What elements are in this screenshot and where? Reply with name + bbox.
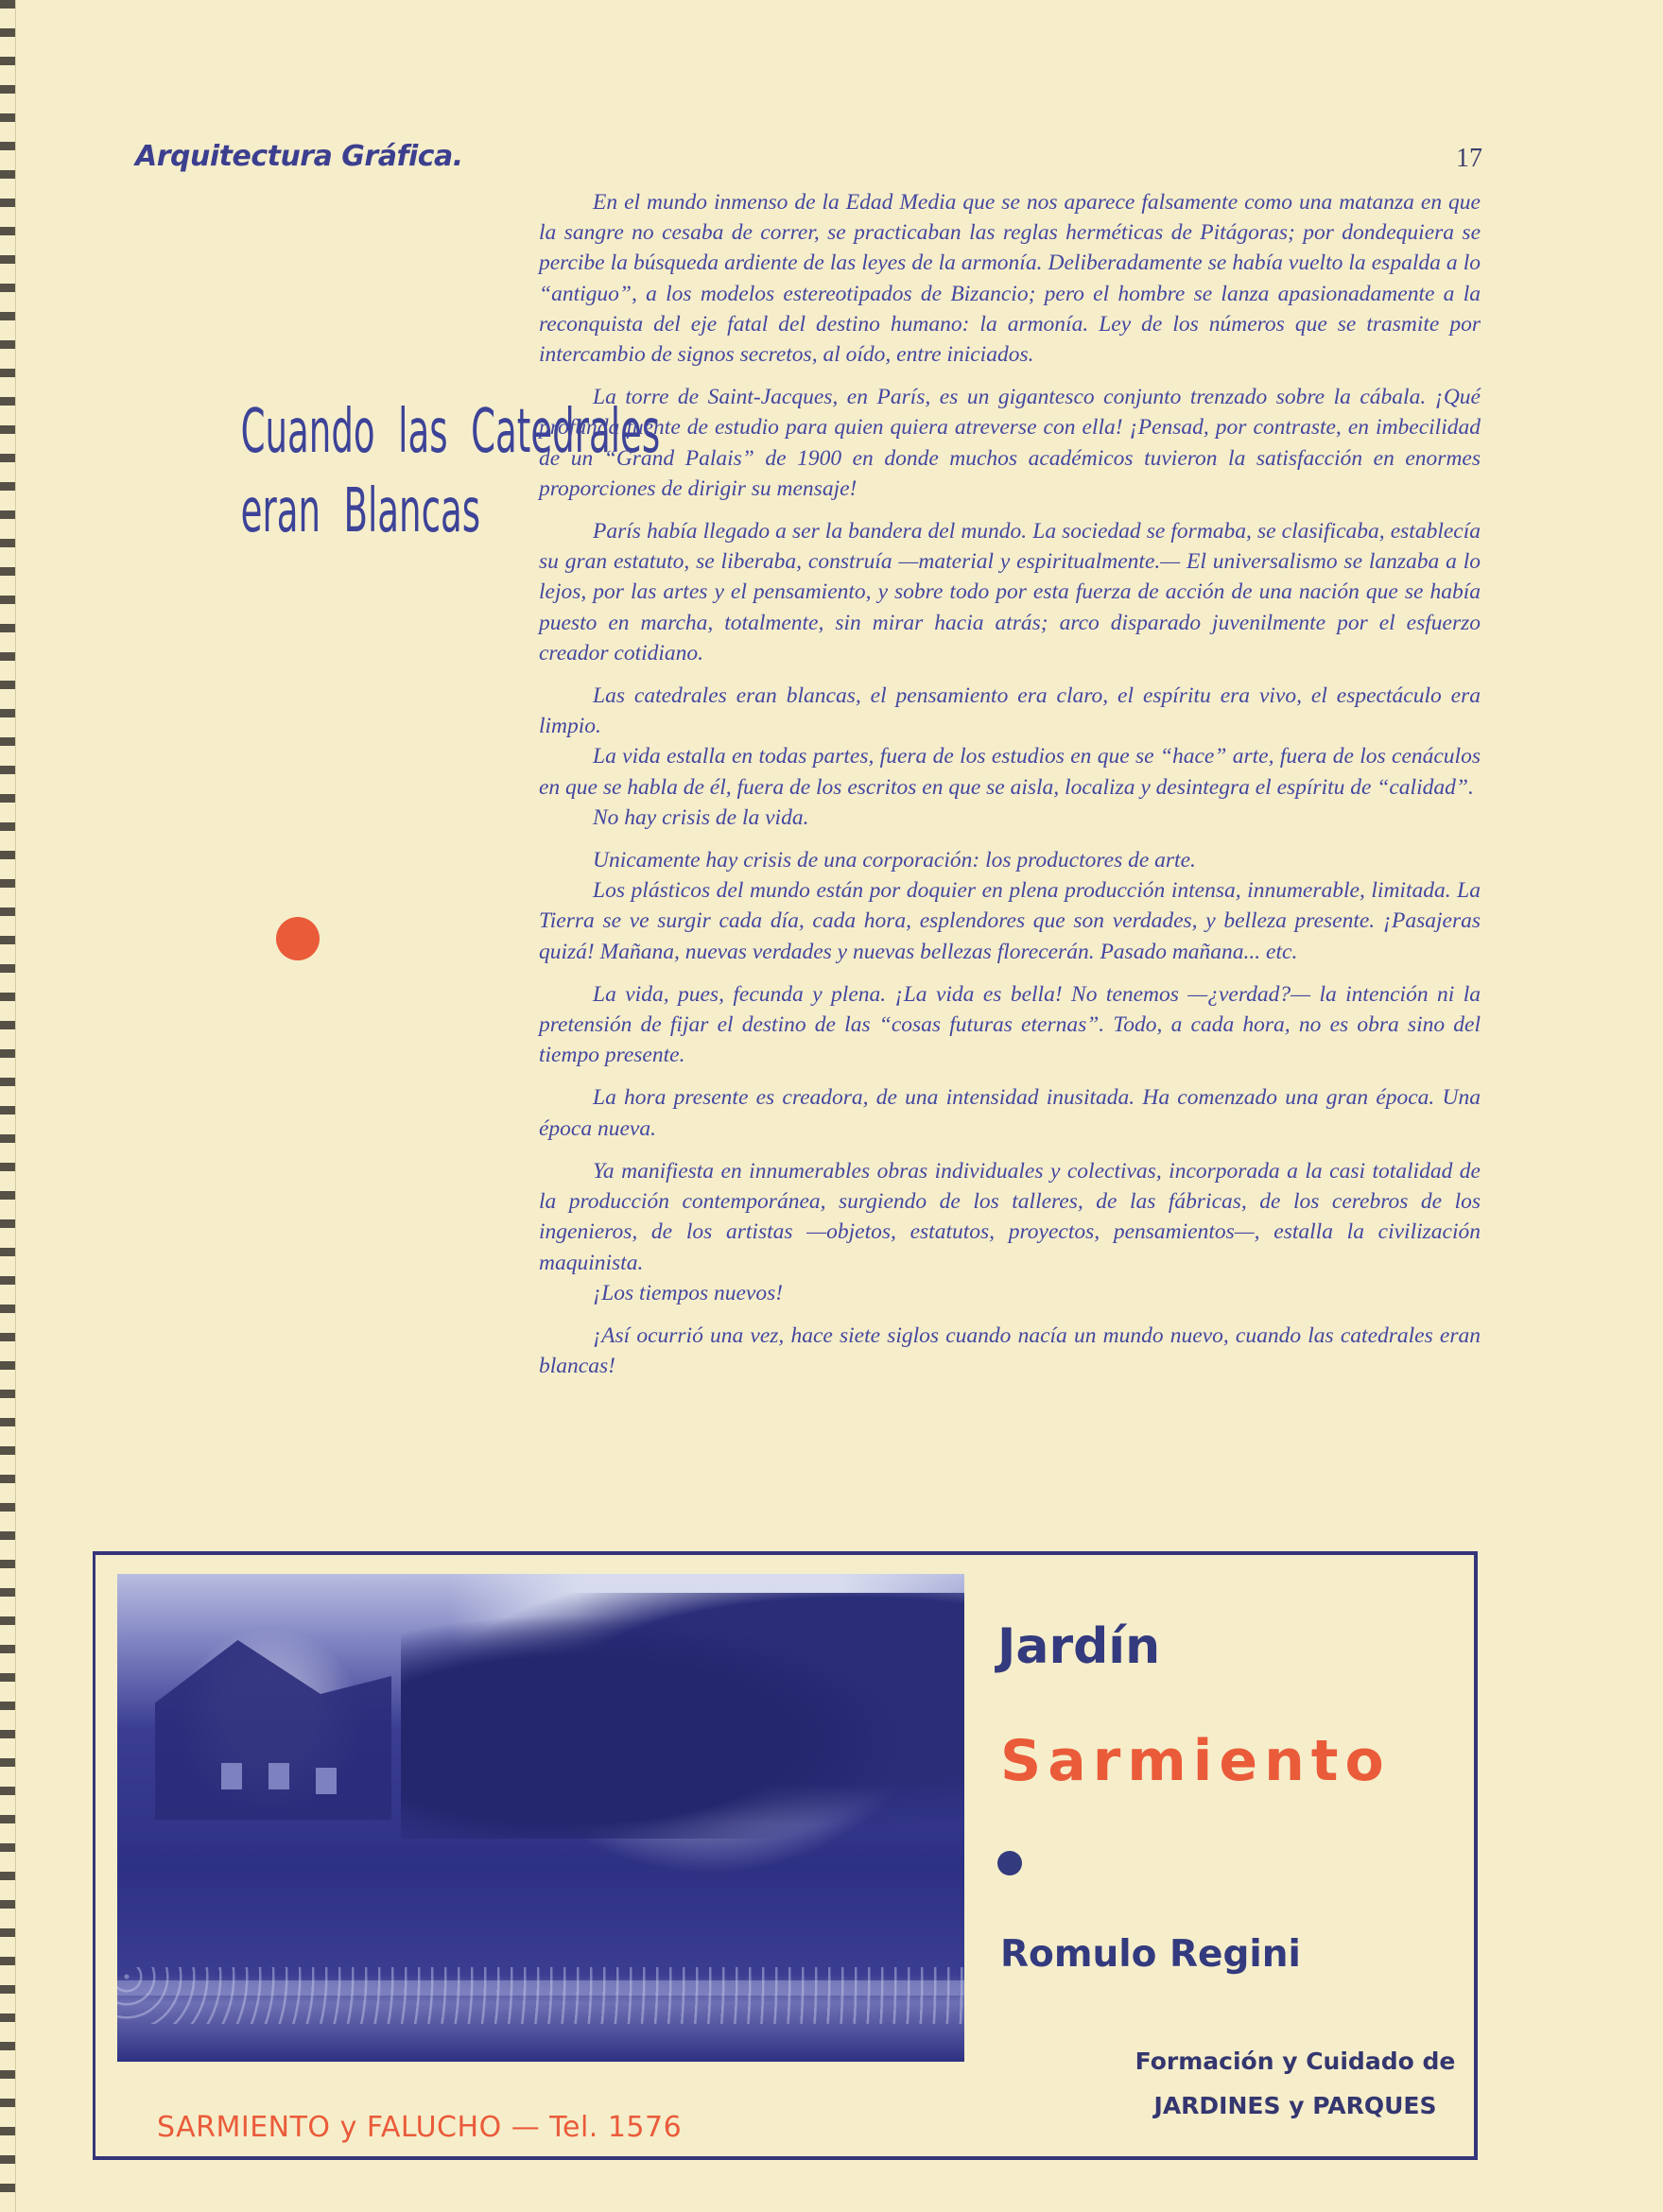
ad-services-line-1: Formación y Cuidado de (1135, 2048, 1456, 2075)
article-title-line-2: eran Blancas (240, 476, 481, 546)
paragraph: París había llegado a ser la bandera del mundo. La sociedad se formaba, se clasificaba, establecía su gran estatuto, se liberaba, construía —material y espiritualmente.— El universalismo se lanzaba a lo lejos, por las artes y el pensamiento, y sobre todo por esta fuerza de acción de una nación que se había puesto en marcha, totalmente, sin mirar hacia atrás; arco disparado juvenilmente por el esfuerzo creador cotidiano. (539, 519, 1481, 665)
photo-window (316, 1768, 337, 1794)
photo-window (221, 1763, 242, 1789)
paragraph: ¡Así ocurrió una vez, hace siete siglos cuando nacía un mundo nuevo, cuando las catedrales eran blancas! (539, 1322, 1481, 1379)
ad-title-sarmiento: Sarmiento (1000, 1728, 1391, 1794)
spiral-binding (0, 0, 16, 2212)
paragraph: ¡Los tiempos nuevos! (593, 1280, 784, 1305)
paragraph: Unicamente hay crisis de una corporación: los productores de arte. (593, 848, 1196, 873)
paragraph: La vida, pues, fecunda y plena. ¡La vida es bella! No tenemos —¿verdad?— la intención ni la pretensión de fijar el destino de las “cosas futuras eternas”. Todo, a cada hora, no es obra sino del tiempo presente. (539, 981, 1481, 1068)
paragraph: Ya manifiesta en innumerables obras individuales y colectivas, incorporada a la casi totalidad de la producción contemporánea, surgiendo de los talleres, de las fábricas, de los cerebros de los ingenieros, de los artistas —objetos, estatutos, proyectos, pensamientos—, estalla la civilización maquinista. (539, 1158, 1481, 1275)
running-head: Arquitectura Gráfica. (135, 140, 463, 173)
paragraph: La hora presente es creadora, de una intensidad inusitada. Ha comenzado una gran época. Una época nueva. (539, 1085, 1481, 1141)
ad-title-jardin: Jardín (997, 1618, 1161, 1675)
decorative-red-dot (276, 917, 320, 960)
article-title-line-1: Cuando las Catedrales (240, 397, 661, 467)
article-title (240, 392, 661, 551)
paragraph: La torre de Saint-Jacques, en París, es un gigantesco conjunto trenzado sobre la cábala. ¡Qué profunda fuente de estudio para quien quiera atreverse con ella! ¡Pensad, por contraste, en imbecilidad de un “Grand Palais” de 1900 en donde muchos académicos tuvieron la satisfacción en enormes proporciones de dirigir su mensaje! (539, 385, 1481, 501)
paragraph: En el mundo inmenso de la Edad Media que se nos aparece falsamente como una matanza en que la sangre no cesaba de correr, se practicaban las reglas herméticas de Pitágoras; por dondequiera se percibe la búsqueda ardiente de las leyes de la armonía. Deliberadamente se había vuelto la espalda a lo “antiguo”, a los modelos estereotipados de Bizancio; pero el hombre se lanza apasionadamente a la reconquista del eje fatal del destino humano: la armonía. Ley de los números que se trasmite por intercambio de signos secretos, al oído, entre iniciados. (539, 190, 1481, 368)
ad-owner-name: Romulo Regini (1000, 1933, 1301, 1976)
photo-house (155, 1640, 391, 1820)
paragraph: Los plásticos del mundo están por doquier en plena producción intensa, innumerable, limitada. La Tierra se ve surgir cada día, cada hora, esplendores que son verdades, y belleza presente. ¡Pasajeras quizá! Mañana, nuevas verdades y nuevas bellezas florecerán. Pasado mañana... etc. (539, 878, 1481, 964)
garden-photo (117, 1574, 964, 2062)
paragraph: La vida estalla en todas partes, fuera de los estudios en que se “hace” arte, fuera de los cenáculos en que se habla de él, fuera de los escritos en que se aisla, localiza y desintegra el espíritu de “calidad”. (539, 744, 1481, 800)
page-number: 17 (1456, 144, 1482, 173)
ad-services-line-2: JARDINES y PARQUES (1153, 2092, 1437, 2119)
ad-services (1087, 2039, 1503, 2128)
paragraph: Las catedrales eran blancas, el pensamiento era claro, el espíritu era vivo, el espectáculo era limpio. (539, 683, 1481, 739)
photo-trees (401, 1593, 964, 1839)
ad-address: SARMIENTO y FALUCHO — Tel. 1576 (157, 2111, 683, 2144)
photo-flowers (117, 1967, 964, 2024)
paragraph: No hay crisis de la vida. (593, 804, 809, 830)
photo-window (269, 1763, 289, 1789)
article-body (539, 187, 1481, 1393)
ad-bullet (997, 1851, 1022, 1875)
